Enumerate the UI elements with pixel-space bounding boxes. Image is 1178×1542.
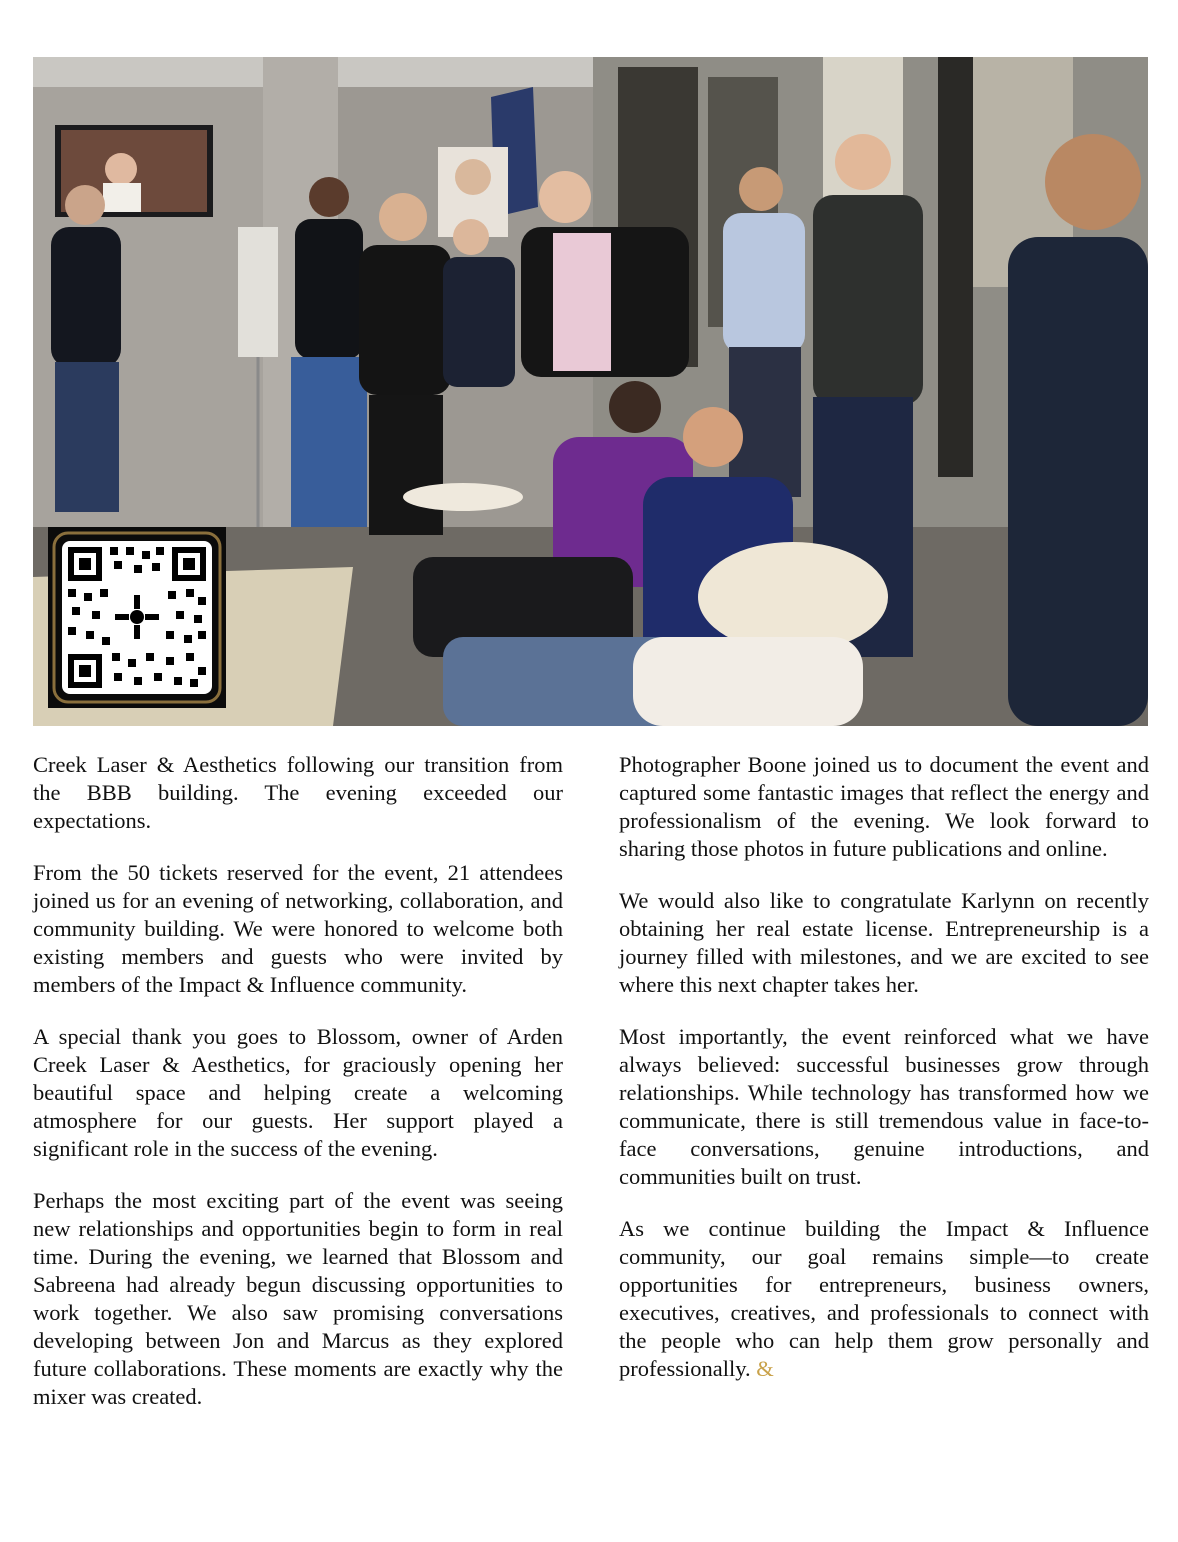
- paragraph: Photographer Boone joined us to document the event and captured some fantastic images that reflect the energy and professionalism of the evening. We look forward to sharing those photos in future publications and online.: [619, 752, 1149, 861]
- paragraph: A special thank you goes to Blossom, owner of Arden Creek Laser & Aesthetics, for graciously opening her beautiful space and helping create a welcoming atmosphere for our guests. Her support played a significant role in the success of the evening.: [33, 1024, 563, 1161]
- qr-code-graphic: [48, 527, 226, 708]
- qr-code-icon[interactable]: [48, 527, 226, 708]
- end-mark: &: [756, 1356, 774, 1381]
- paragraph: From the 50 tickets reserved for the event, 21 attendees joined us for an evening of networking, collaboration, and community building. We were honored to welcome both existing members and guests who were invited by members of the Impact & Influence community.: [33, 860, 563, 997]
- paragraph: Creek Laser & Aesthetics following our transition from the BBB building. The evening exceeded our expectations.: [33, 752, 563, 833]
- paragraph: Most importantly, the event reinforced what we have always believed: successful businesses grow through relationships. While technology has transformed how we communicate, there is still tremendous value in face-to-face conversations, genuine introductions, and communities built on trust.: [619, 1024, 1149, 1189]
- closing-paragraph: [619, 1215, 1149, 1383]
- paragraph: We would also like to congratulate Karlynn on recently obtaining her real estate license. Entrepreneurship is a journey filled with milestones, and we are excited to see where this next chapter takes her.: [619, 888, 1149, 997]
- event-photo: [33, 57, 1148, 726]
- paragraph: Perhaps the most exciting part of the event was seeing new relationships and opportunities begin to form in real time. During the evening, we learned that Blossom and Sabreena had already begun discussing opportunities to work together. We also saw promising conversations developing between Jon and Marcus as they explored future collaborations. These moments are exactly why the mixer was created.: [33, 1188, 563, 1409]
- left-column: [33, 751, 563, 1435]
- closing-paragraph-text: As we continue building the Impact & Influence community, our goal remains simple—to create opportunities for entrepreneurs, business owners, executives, creatives, and professionals to connect with the people who can help them grow personally and professionally.: [619, 1216, 1149, 1381]
- right-column: [619, 751, 1149, 1407]
